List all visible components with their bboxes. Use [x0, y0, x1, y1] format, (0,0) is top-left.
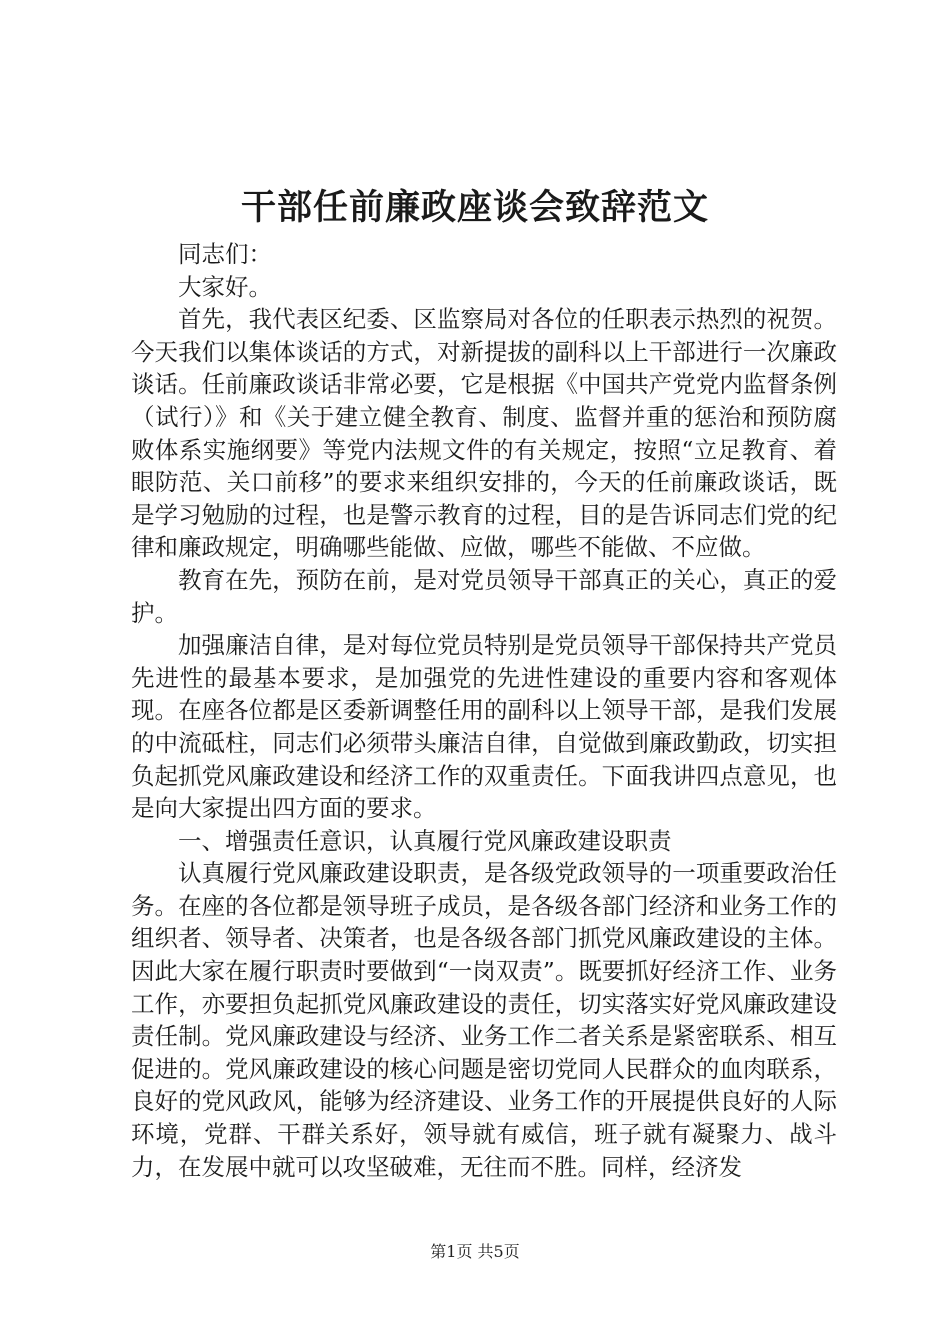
body-paragraph: 教育在先，预防在前，是对党员领导干部真正的关心，真正的爱护。: [131, 565, 837, 627]
body-paragraph: 首先，我代表区纪委、区监察局对各位的任职表示热烈的祝贺。今天我们以集体谈话的方式，对新提拔的副科以上干部进行一次廉政谈话。任前廉政谈话非常必要，它是根据《中国共产党党内监督条例（试行）》和《关于建立健全教育、制度、监督并重的惩治和预防腐败体系实施纲要》等党内法规文件的有关规定，按照“立足教育、着眼防范、关口前移”的要求来组织安排的，今天的任前廉政谈话，既是学习勉励的过程，也是警示教育的过程，目的是告诉同志们党的纪律和廉政规定，明确哪些能做、应做，哪些不能做、不应做。: [131, 305, 837, 562]
salutation: 同志们：: [178, 240, 272, 268]
page-number-footer: 第1页 共5页: [430, 1242, 520, 1261]
greeting: 大家好。: [178, 272, 272, 301]
section-heading: 一、增强责任意识，认真履行党风廉政建设职责: [178, 826, 672, 855]
document-body: [131, 238, 837, 1183]
body-paragraph: 加强廉洁自律，是对每位党员特别是党员领导干部保持共产党员先进性的最基本要求，是加强党的先进性建设的重要内容和客观体现。在座各位都是区委新调整任用的副科以上领导干部，是我们发展的中流砥柱，同志们必须带头廉洁自律，自觉做到廉政勤政，切实担负起抓党风廉政建设和经济工作的双重责任。下面我讲四点意见，也是向大家提出四方面的要求。: [131, 631, 837, 823]
body-paragraph: 认真履行党风廉政建设职责，是各级党政领导的一项重要政治任务。在座的各位都是领导班子成员，是各级各部门经济和业务工作的组织者、领导者、决策者，也是各级各部门抓党风廉政建设的主体。因此大家在履行职责时要做到“一岗双责”。既要抓好经济工作、业务工作，亦要担负起抓党风廉政建设的责任，切实落实好党风廉政建设责任制。党风廉政建设与经济、业务工作二者关系是紧密联系、相互促进的。党风廉政建设的核心问题是密切党同人民群众的血肉联系，良好的党风政风，能够为经济建设、业务工作的开展提供良好的人际环境，党群、干群关系好，领导就有威信，班子就有凝聚力、战斗力，在发展中就可以攻坚破难，无往而不胜。同样，经济发: [131, 859, 837, 1181]
document-title: 干部任前廉政座谈会致辞范文: [240, 187, 709, 228]
